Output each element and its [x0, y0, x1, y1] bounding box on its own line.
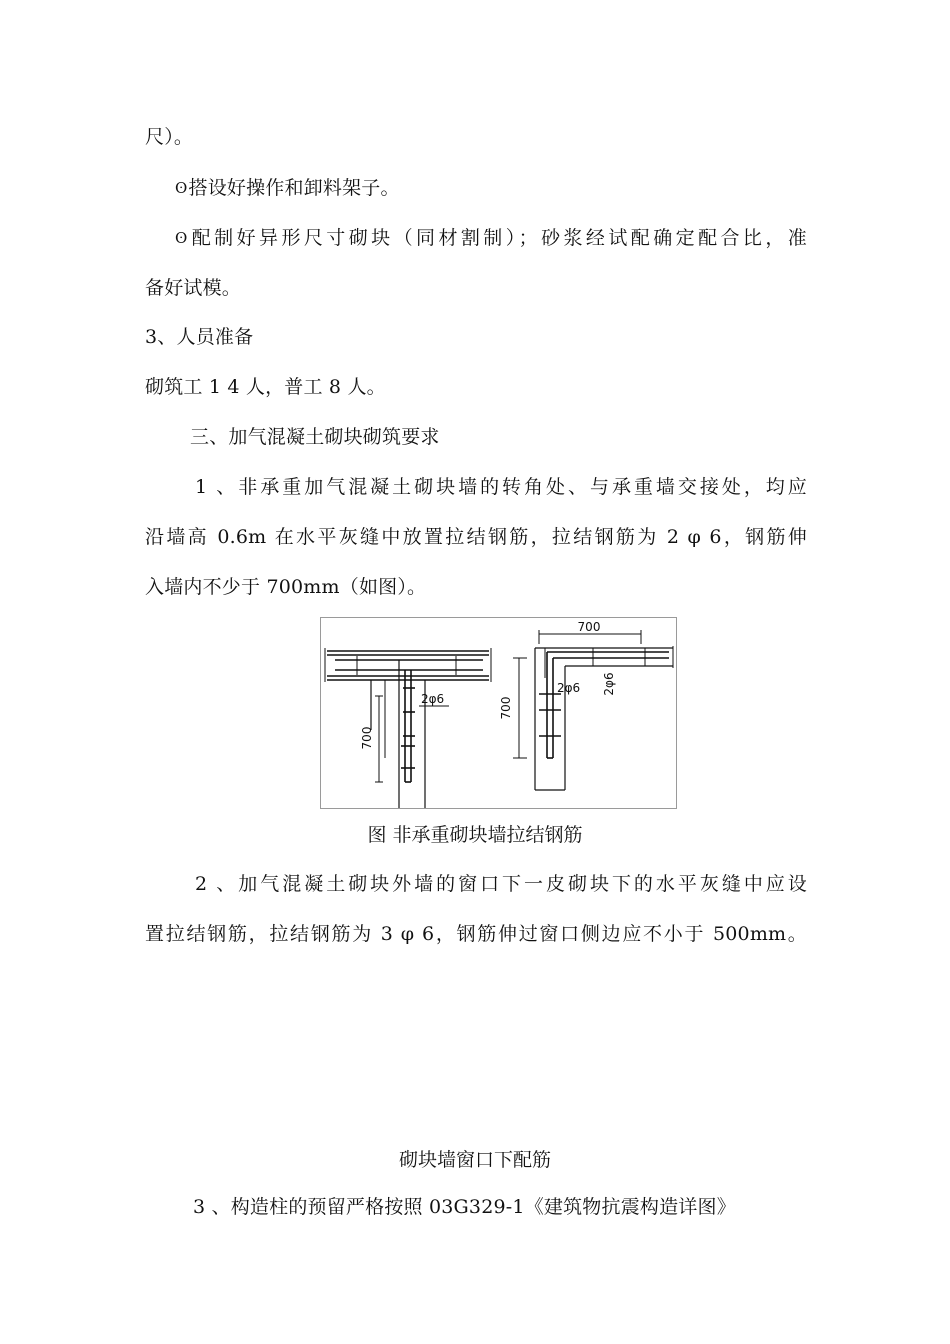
text-line: 1 、非承重加气混凝土砌块墙的转角处、与承重墙交接处，均应 — [195, 476, 807, 498]
l-side-dimension-label: 700 — [499, 696, 513, 720]
section-heading: 三、加气混凝土砌块砌筑要求 — [190, 426, 440, 448]
text-line: 备好试模。 — [145, 277, 242, 299]
t-dimension-label: 700 — [360, 726, 374, 750]
figure-caption: 砌块墙窗口下配筋 — [398, 1149, 551, 1171]
text-line: 置拉结钢筋，拉结钢筋为 3 φ 6，钢筋伸过窗口侧边应不小于 500mm。 — [145, 923, 807, 945]
bullet-marker-icon: ʘ — [175, 229, 188, 247]
figure-caption: 图 非承重砌块墙拉结钢筋 — [367, 824, 583, 846]
text-line: 沿墙高 0.6m 在水平灰缝中放置拉结钢筋，拉结钢筋为 2 φ 6，钢筋伸 — [145, 526, 808, 548]
l-bar-label: 2φ6 — [557, 681, 581, 695]
section-heading: 3、人员准备 — [145, 326, 254, 348]
text-line — [175, 226, 807, 250]
rebar-figure — [320, 617, 677, 809]
text-line — [175, 176, 400, 200]
text-line: 砌筑工 1 4 人，普工 8 人。 — [145, 376, 386, 398]
rebar-diagram — [321, 618, 676, 808]
t-bar-label: 2φ6 — [421, 692, 445, 706]
text-span: 配制好异形尺寸砌块（同材割制）；砂浆经试配确定配合比，准 — [188, 227, 807, 249]
l-top-dimension-label: 700 — [577, 620, 601, 634]
text-line: 2 、加气混凝土砌块外墙的窗口下一皮砌块下的水平灰缝中应设 — [195, 873, 807, 895]
text-span: 搭设好操作和卸料架子。 — [188, 177, 400, 199]
bullet-marker-icon: ʘ — [175, 179, 188, 197]
text-line: 尺）。 — [145, 126, 194, 148]
text-line: 3 、构造柱的预留严格按照 03G329-1《建筑物抗震构造详图》 — [193, 1196, 736, 1218]
text-line: 入墙内不少于 700mm（如图）。 — [145, 576, 427, 598]
l-vertical-bar-label: 2φ6 — [602, 672, 616, 696]
